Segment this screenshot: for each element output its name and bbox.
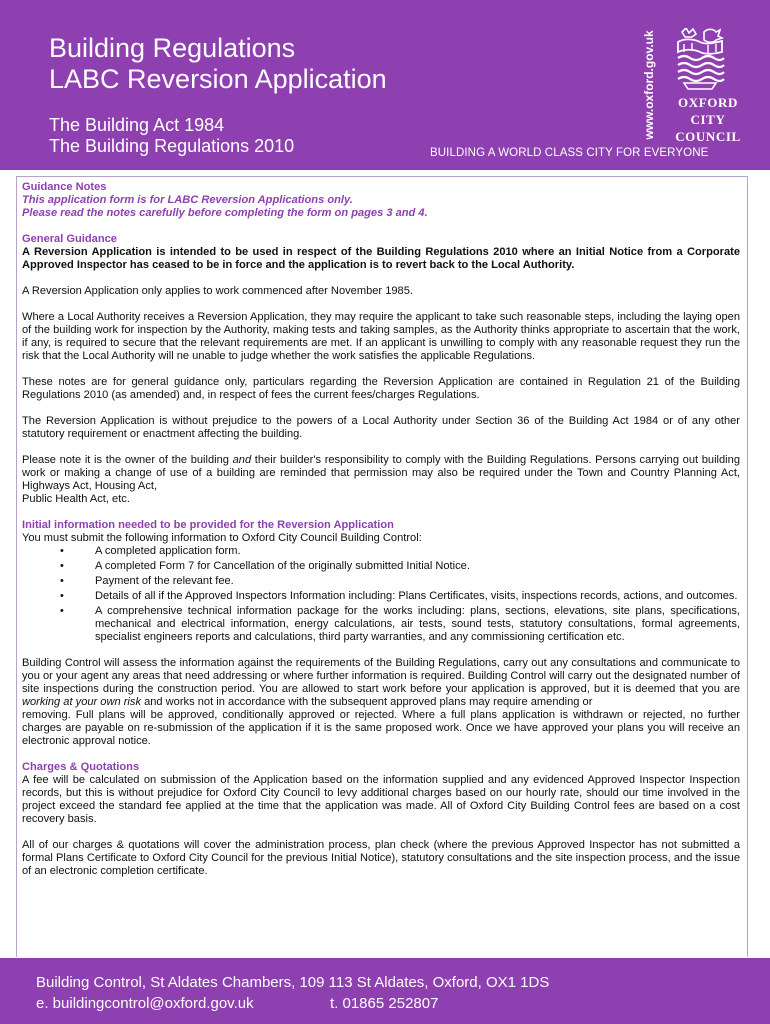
general-p5-middle: their builder's responsibility to comply with the Building Regulations. Persons carrying out building work or making a change of use of a building are reminded that permission may also be required under the Town and Country Planning Act, Highways Act, Housing Act, — [22, 454, 740, 492]
list-item: • A comprehensive technical information package for the works including: plans, sections, elevations, site plans, specifications, mechanical and electrical information, energy calculations, air tests, sound tests, statutory consultations, formal agreements, specialist engineers reports and calculations, third party warranties, and any commissioning certification etc. — [22, 605, 740, 644]
page-title-line-1: Building Regulations — [49, 33, 296, 63]
list-item: • A completed application form. — [22, 545, 740, 558]
footer-banner — [0, 958, 770, 1024]
charges-paragraph-2: All of our charges & quotations will cover the administration process, plan check (where the previous Approved Inspector has not submitted a formal Plans Certificate to Oxford City Council for the previous Initial Notice), statutory consultations and the site inspection process, and the issue of an electronic completion certificate. — [22, 839, 740, 877]
general-guidance-heading: General Guidance — [22, 233, 117, 245]
footer-address: Building Control, St Aldates Chambers, 109 113 St Aldates, Oxford, OX1 1DS — [36, 974, 550, 991]
initial-information-intro: You must submit the following information to Oxford City Council Building Control: — [22, 532, 422, 544]
list-item: • A completed Form 7 for Cancellation of the originally submitted Initial Notice. — [22, 560, 740, 573]
general-paragraph-5 — [22, 454, 740, 506]
assessment-paragraph — [22, 657, 740, 748]
header-banner — [0, 0, 770, 170]
assessment-end: removing. Full plans will be approved, conditionally approved or rejected. Where a full plans application is withdrawn or rejected, no further charges are payable on re-submission of the application if it is the same proposed work. Once we have approved your plans you will receive an electronic approval notice. — [22, 709, 740, 747]
general-p5-start: Please note it is the owner of the building — [22, 454, 233, 466]
charges-paragraph-1: A fee will be calculated on submission of the Application based on the information supplied and any evidenced Approved Inspector Inspection records, but this is without prejudice for Oxford City Council to levy additional charges based on our hourly rate, should our time involved in the project exceed the standard fee applied at the time that the application was made. All of Oxford City Building Control fees are based on a cost recovery basis. — [22, 774, 740, 825]
council-name-line-2: CITY — [690, 112, 726, 127]
footer-phone[interactable]: t. 01865 252807 — [330, 995, 439, 1012]
council-name-line-3: COUNCIL — [675, 129, 741, 144]
subtitle-line-2: The Building Regulations 2010 — [49, 136, 295, 156]
general-p5-end: Public Health Act, etc. — [22, 493, 130, 505]
guidance-notice-line-1: This application form is for LABC Reversion Applications only. — [22, 194, 353, 206]
subtitle-line-1: The Building Act 1984 — [49, 115, 225, 135]
general-p5-emphasis: and — [232, 454, 252, 466]
required-items-list — [22, 545, 740, 644]
general-paragraph-1: A Reversion Application only applies to work commenced after November 1985. — [22, 285, 413, 297]
guidance-text — [22, 181, 740, 891]
charges-heading: Charges & Quotations — [22, 761, 140, 773]
page-title-line-2: LABC Reversion Application — [49, 64, 387, 94]
general-guidance-intro: A Reversion Application is intended to be used in respect of the Building Regulations 2010 where an Initial Notice from a Corporate Approved Inspector has ceased to be in force and the application is to revert back to the Local Authority. — [22, 246, 740, 271]
general-paragraph-3: These notes are for general guidance only, particulars regarding the Reversion Application are contained in Regulation 21 of the Building Regulations 2010 (as amended) and, in respect of fees the current fees/charges Regulations. — [22, 376, 740, 401]
list-item: • Details of all if the Approved Inspectors Information including: Plans Certificates, visits, inspections records, actions, and outcomes. — [22, 590, 740, 603]
guidance-content-box — [16, 176, 748, 957]
initial-information-heading: Initial information needed to be provided for the Reversion Application — [22, 519, 394, 531]
general-paragraph-4: The Reversion Application is without prejudice to the powers of a Local Authority under Section 36 of the Building Act 1984 or of any other statutory requirement or enactment affecting the building. — [22, 415, 740, 440]
list-item: • Payment of the relevant fee. — [22, 575, 740, 588]
website-text: www.oxford.gov.uk — [642, 30, 656, 140]
council-crest-icon — [674, 28, 726, 90]
tagline: BUILDING A WORLD CLASS CITY FOR EVERYONE — [430, 147, 709, 159]
general-paragraph-2: Where a Local Authority receives a Reversion Application, they may require the applicant to take such reasonable steps, including the laying open of the building work for inspection by the Authority, making tests and taking samples, as the Authority thinks appropriate to ascertain that the work, if any, is required to secure that the relevant requirements are met. If an applicant is unwilling to comply with any reasonable request they run the risk that the Local Authority will ne unable to judge whether the work satisfies the applicable Regulations. — [22, 311, 740, 362]
guidance-notes-heading: Guidance Notes — [22, 181, 107, 193]
assessment-middle: and works not in accordance with the subsequent approved plans may require amending or — [141, 696, 593, 708]
council-name-line-1: OXFORD — [678, 95, 738, 110]
footer-email[interactable]: e. buildingcontrol@oxford.gov.uk — [36, 995, 254, 1012]
assessment-emphasis: working at your own risk — [22, 696, 141, 708]
guidance-notice-line-2: Please read the notes carefully before completing the form on pages 3 and 4. — [22, 207, 428, 219]
council-logo-text — [668, 94, 748, 145]
assessment-start: Building Control will assess the information against the requirements of the Building Regulations, carry out any consultations and communicate to you or your agent any areas that need addressing or where further information is required. Building Control will carry out the designated number of site inspections during the construction period. You are allowed to start work before your application is approved, but it is deemed that you are — [22, 657, 740, 695]
